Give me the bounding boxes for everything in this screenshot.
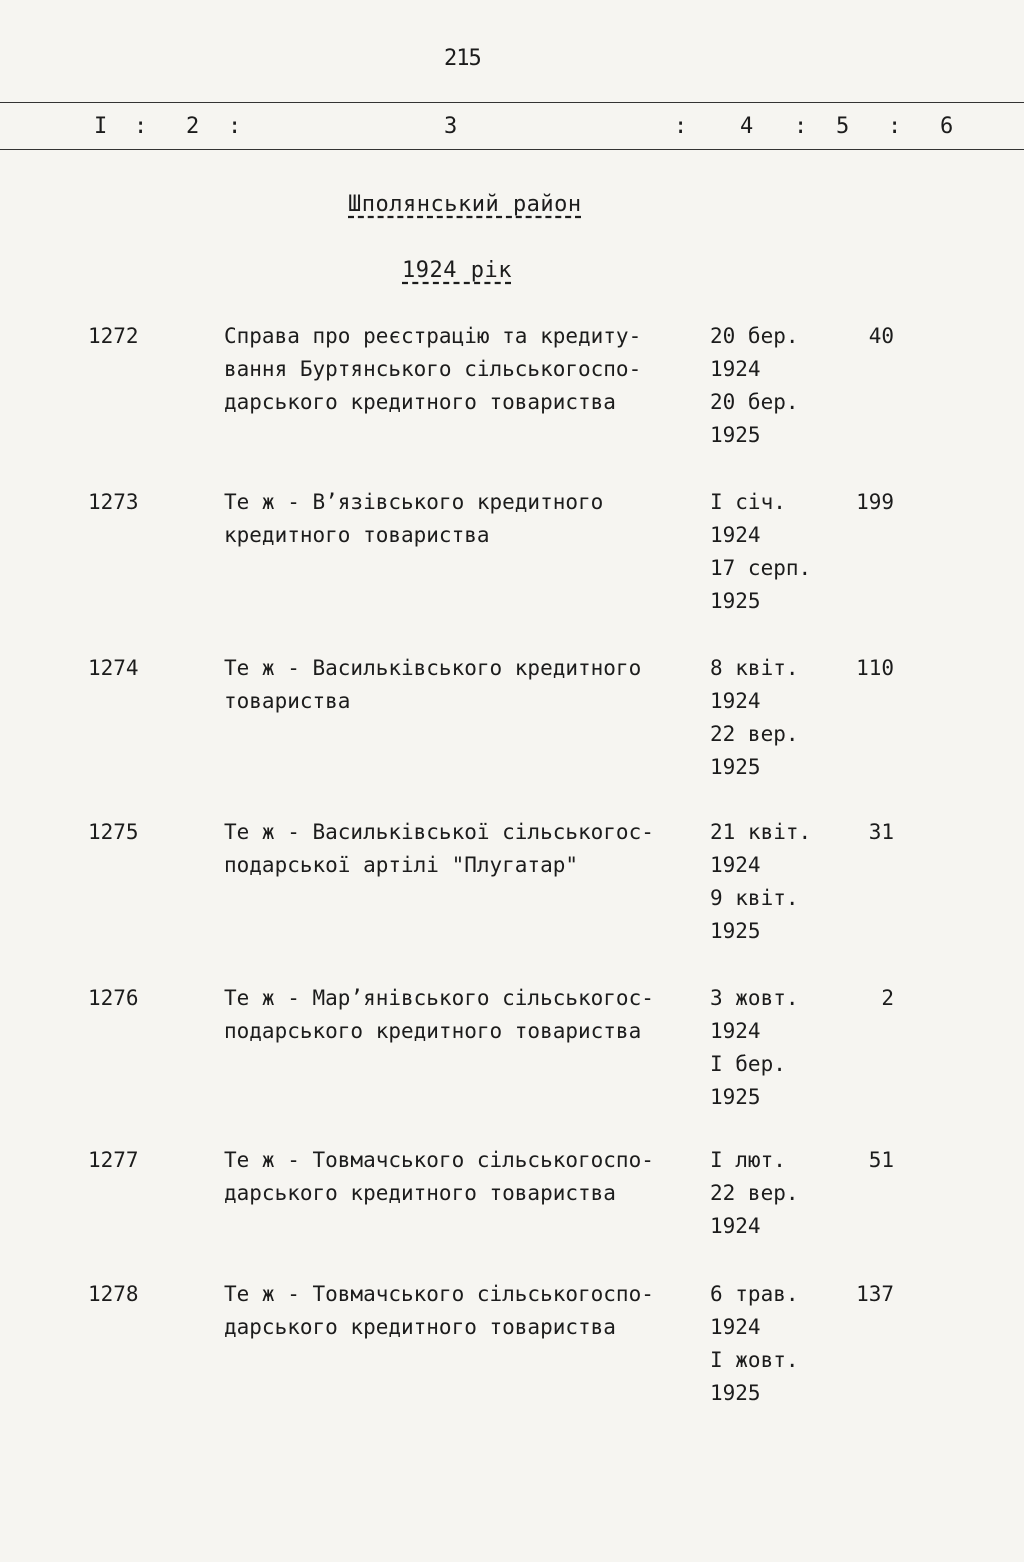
entry-date-line: 1925 xyxy=(710,423,761,447)
column-header-1: I xyxy=(94,114,108,139)
entry-number: 1275 xyxy=(88,820,139,844)
column-header-3: 3 xyxy=(444,114,458,139)
entry-date-line: 1925 xyxy=(710,755,761,779)
entry-title-line: Те ж - Васильківської сільськогос- xyxy=(224,820,654,844)
entry-date-line: 21 квіт. xyxy=(710,820,812,844)
column-separator: : xyxy=(674,114,688,139)
entry-dates xyxy=(710,982,830,1114)
entry-title xyxy=(224,652,704,718)
entry-date-line: 9 квіт. xyxy=(710,886,799,910)
entry-title-line: Справа про реєстрацію та кредиту- xyxy=(224,324,642,348)
entry-number: 1278 xyxy=(88,1282,139,1306)
entry-title xyxy=(224,486,704,552)
entry-title xyxy=(224,1144,704,1210)
entry-title-line: дарського кредитного товариства xyxy=(224,390,616,414)
entry-sheet-count: 110 xyxy=(856,656,894,680)
entry-dates xyxy=(710,320,830,452)
entry-title-line: Те ж - Мар’янівського сільськогос- xyxy=(224,986,654,1010)
entry-date-line: 20 бер. xyxy=(710,324,799,348)
column-separator: : xyxy=(888,114,902,139)
entry-title-line: дарського кредитного товариства xyxy=(224,1181,616,1205)
entry-date-line: 22 вер. xyxy=(710,722,799,746)
entry-date-line: 22 вер. xyxy=(710,1181,799,1205)
entry-title xyxy=(224,982,704,1048)
entry-date-line: 1925 xyxy=(710,1085,761,1109)
entry-sheet-count: 51 xyxy=(868,1148,894,1172)
entry-date-line: I січ. xyxy=(710,490,786,514)
entry-title-line: Те ж - Товмачського сільськогоспо- xyxy=(224,1148,654,1172)
entry-date-line: 1924 xyxy=(710,689,761,713)
entry-date-line: 1925 xyxy=(710,1381,761,1405)
entry-title-line: дарського кредитного товариства xyxy=(224,1315,616,1339)
column-separator: : xyxy=(134,114,148,139)
entry-dates xyxy=(710,1278,830,1410)
entry-title-line: кредитного товариства xyxy=(224,523,490,547)
entry-date-line: 1924 xyxy=(710,1214,761,1238)
entry-sheet-count: 199 xyxy=(856,490,894,514)
entry-number: 1272 xyxy=(88,324,139,348)
entry-date-line: 3 жовт. xyxy=(710,986,799,1010)
entry-date-line: 17 серп. xyxy=(710,556,812,580)
entry-title-line: подарської артілі "Плугатар" xyxy=(224,853,579,877)
entry-title xyxy=(224,320,704,419)
page-number: 215 xyxy=(444,46,481,71)
entry-title-line: товариства xyxy=(224,689,351,713)
column-separator: : xyxy=(228,114,242,139)
entry-dates xyxy=(710,1144,830,1243)
entry-sheet-count: 137 xyxy=(856,1282,894,1306)
entry-title-line: вання Буртянського сільськогоспо- xyxy=(224,357,642,381)
entry-date-line: 6 трав. xyxy=(710,1282,799,1306)
entry-title xyxy=(224,816,704,882)
entry-date-line: 1925 xyxy=(710,589,761,613)
entry-date-line: I лют. xyxy=(710,1148,786,1172)
entry-sheet-count: 2 xyxy=(881,986,894,1010)
column-separator: : xyxy=(794,114,808,139)
entry-dates xyxy=(710,652,830,784)
column-header-5: 5 xyxy=(836,114,850,139)
entry-title-line: Те ж - Васильківського кредитного xyxy=(224,656,642,680)
entry-number: 1274 xyxy=(88,656,139,680)
entry-date-line: 20 бер. xyxy=(710,390,799,414)
header-rule-top xyxy=(0,102,1024,103)
entry-date-line: I бер. xyxy=(710,1052,786,1076)
entry-title-line: подарського кредитного товариства xyxy=(224,1019,642,1043)
entry-sheet-count: 31 xyxy=(868,820,894,844)
header-rule-bottom xyxy=(0,149,1024,150)
entry-dates xyxy=(710,816,830,948)
section-year: 1924 рік xyxy=(402,258,512,283)
column-header-2: 2 xyxy=(186,114,200,139)
section-title: Шполянський район xyxy=(348,192,582,217)
column-header-4: 4 xyxy=(740,114,754,139)
entry-number: 1273 xyxy=(88,490,139,514)
entry-number: 1276 xyxy=(88,986,139,1010)
entry-date-line: I жовт. xyxy=(710,1348,799,1372)
entry-date-line: 1925 xyxy=(710,919,761,943)
entry-date-line: 1924 xyxy=(710,1315,761,1339)
entry-sheet-count: 40 xyxy=(868,324,894,348)
entry-title-line: Те ж - Товмачського сільськогоспо- xyxy=(224,1282,654,1306)
entry-date-line: 1924 xyxy=(710,523,761,547)
entry-date-line: 1924 xyxy=(710,1019,761,1043)
entry-date-line: 1924 xyxy=(710,357,761,381)
column-header-6: 6 xyxy=(940,114,954,139)
entry-title-line: Те ж - В’язівського кредитного xyxy=(224,490,604,514)
entry-date-line: 8 квіт. xyxy=(710,656,799,680)
entry-title xyxy=(224,1278,704,1344)
entry-dates xyxy=(710,486,830,618)
entry-number: 1277 xyxy=(88,1148,139,1172)
entry-date-line: 1924 xyxy=(710,853,761,877)
